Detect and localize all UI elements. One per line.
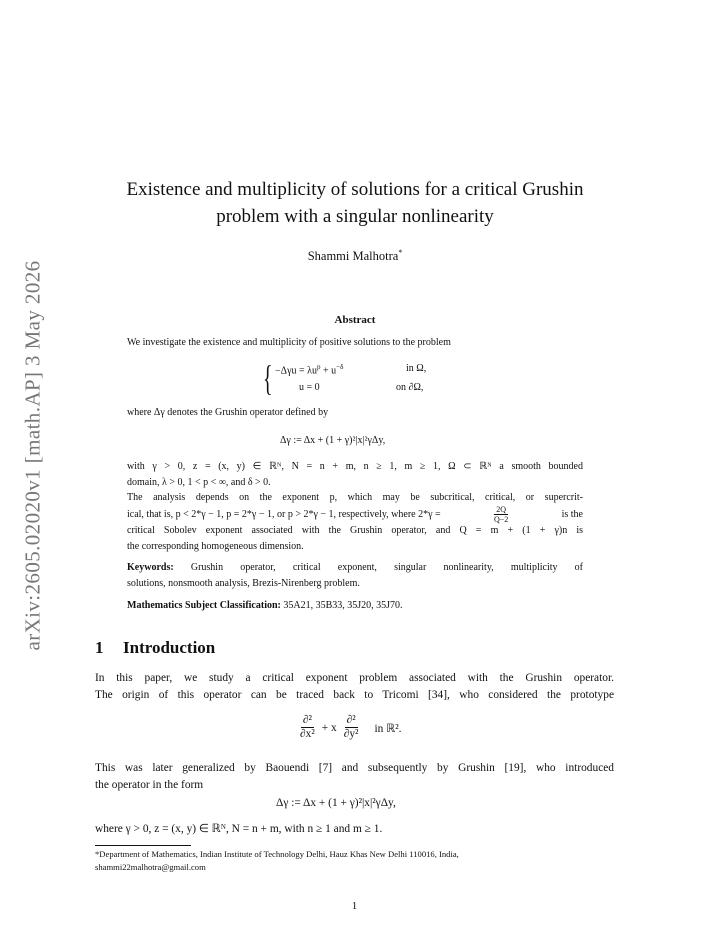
footnote-affiliation: *Department of Mathematics, Indian Institute of Technology Delhi, Hauz Khas New Delhi 110016, India, [95, 849, 459, 859]
abstract-intro: We investigate the existence and multiplicity of positive solutions to the problem [127, 337, 451, 348]
eq1-lhs: −Δγu = λu [275, 365, 317, 377]
conditions-line-1: with γ > 0, z = (x, y) ∈ ℝᴺ, N = n + m, n ≥ 1, m ≥ 1, Ω ⊂ ℝᴺ a smooth bounded [127, 461, 583, 472]
msc-line [127, 600, 583, 611]
section-heading [95, 638, 215, 658]
conditions-line-2: domain, λ > 0, 1 < p < ∞, and δ > 0. [127, 477, 271, 488]
keywords-label: Keywords: [127, 562, 174, 573]
abstract-heading: Abstract [334, 314, 376, 326]
sobolev-frac-num: 2Q [496, 505, 507, 514]
keywords-text-1: Grushin operator, critical exponent, singular nonlinearity, multiplicity of [190, 562, 584, 573]
system-brace: { [263, 358, 273, 398]
dependence-line-3: critical Sobolev exponent associated with the Grushin operator, and Q = m + (1 + γ)n is [127, 525, 583, 536]
intro-para-2-line-1: This was later generalized by Baouendi [7] and subsequently by Grushin [19], who introduced [95, 762, 614, 774]
dependence-line-4: the corresponding homogeneous dimension. [127, 541, 304, 552]
tricomi-frac-y-num: ∂² [346, 714, 356, 726]
dependence-line-1: The analysis depends on the exponent p, which may be subcritical, critical, or supercrit- [127, 492, 583, 503]
intro-para-2-line-2: the operator in the form [95, 779, 204, 791]
tricomi-frac-x-den: ∂x² [300, 728, 315, 740]
msc-label: Mathematics Subject Classification: [127, 600, 281, 611]
system-equation-2: u = 0 [299, 382, 320, 393]
tricomi-plus-x: + x [321, 721, 337, 734]
tricomi-frac-y [342, 714, 361, 741]
dep-line2-b: is the [561, 509, 583, 520]
operator-form: Δγ := Δx + (1 + γ)²|x|²γΔy, [276, 797, 396, 809]
tricomi-frac-y-den: ∂y² [343, 728, 359, 740]
footnote-rule [95, 845, 191, 846]
intro-para-1-line-1: In this paper, we study a critical exponent problem associated with the Grushin operator. [95, 672, 614, 684]
dependence-line-2 [127, 505, 583, 524]
sobolev-frac-den: Q−2 [493, 515, 509, 524]
eq1-domain: in Ω, [406, 363, 427, 374]
arxiv-id-text: arXiv:2605.02020v1 [math.AP] 3 May 2026 [20, 259, 45, 651]
author-footnote-mark: * [398, 248, 403, 257]
intro-para-1-line-2: The origin of this operator can be traced back to Tricomi [34], who considered the prototype [95, 689, 614, 701]
author-name: Shammi Malhotra [307, 249, 399, 264]
eq1-mid: + u [320, 365, 337, 377]
tricomi-operator [296, 714, 401, 741]
tricomi-frac-x-num: ∂² [302, 714, 312, 726]
title-line-1: Existence and multiplicity of solutions for a critical Grushin [126, 179, 584, 200]
msc-codes: 35A21, 35B33, 35J20, 35J70. [283, 600, 403, 611]
intro-para-3-line-1: where γ > 0, z = (x, y) ∈ ℝᴺ, N = n + m, with n ≥ 1 and m ≥ 1. [95, 823, 383, 835]
eq2-domain: on ∂Ω, [396, 382, 424, 393]
author [95, 248, 615, 264]
eq1-exp-p: p [316, 363, 321, 371]
footnote-email: shammi22malhotra@gmail.com [95, 862, 206, 872]
tricomi-domain: in ℝ². [374, 722, 402, 735]
title-line-2: problem with a singular nonlinearity [216, 206, 494, 227]
section-title: Introduction [123, 638, 216, 657]
section-number: 1 [95, 638, 104, 657]
page-number: 1 [351, 900, 358, 912]
keywords-line-1 [127, 562, 583, 573]
arxiv-sidebar-stamp [18, 250, 48, 660]
grushin-intro: where Δγ denotes the Grushin operator defined by [127, 407, 329, 418]
paper-title [95, 176, 615, 230]
system-equation-1 [275, 363, 343, 376]
eq1-exp-delta: −δ [336, 363, 344, 371]
operator-definition: Δγ := Δx + (1 + γ)²|x|²γΔy, [280, 435, 386, 446]
dep-line2-a: ical, that is, p < 2*γ − 1, p = 2*γ − 1, or p > 2*γ − 1, respectively, where 2*γ = [127, 509, 441, 520]
sobolev-fraction [492, 505, 510, 524]
tricomi-frac-x [298, 714, 317, 741]
keywords-line-2: solutions, nonsmooth analysis, Brezis-Nirenberg problem. [127, 578, 360, 589]
